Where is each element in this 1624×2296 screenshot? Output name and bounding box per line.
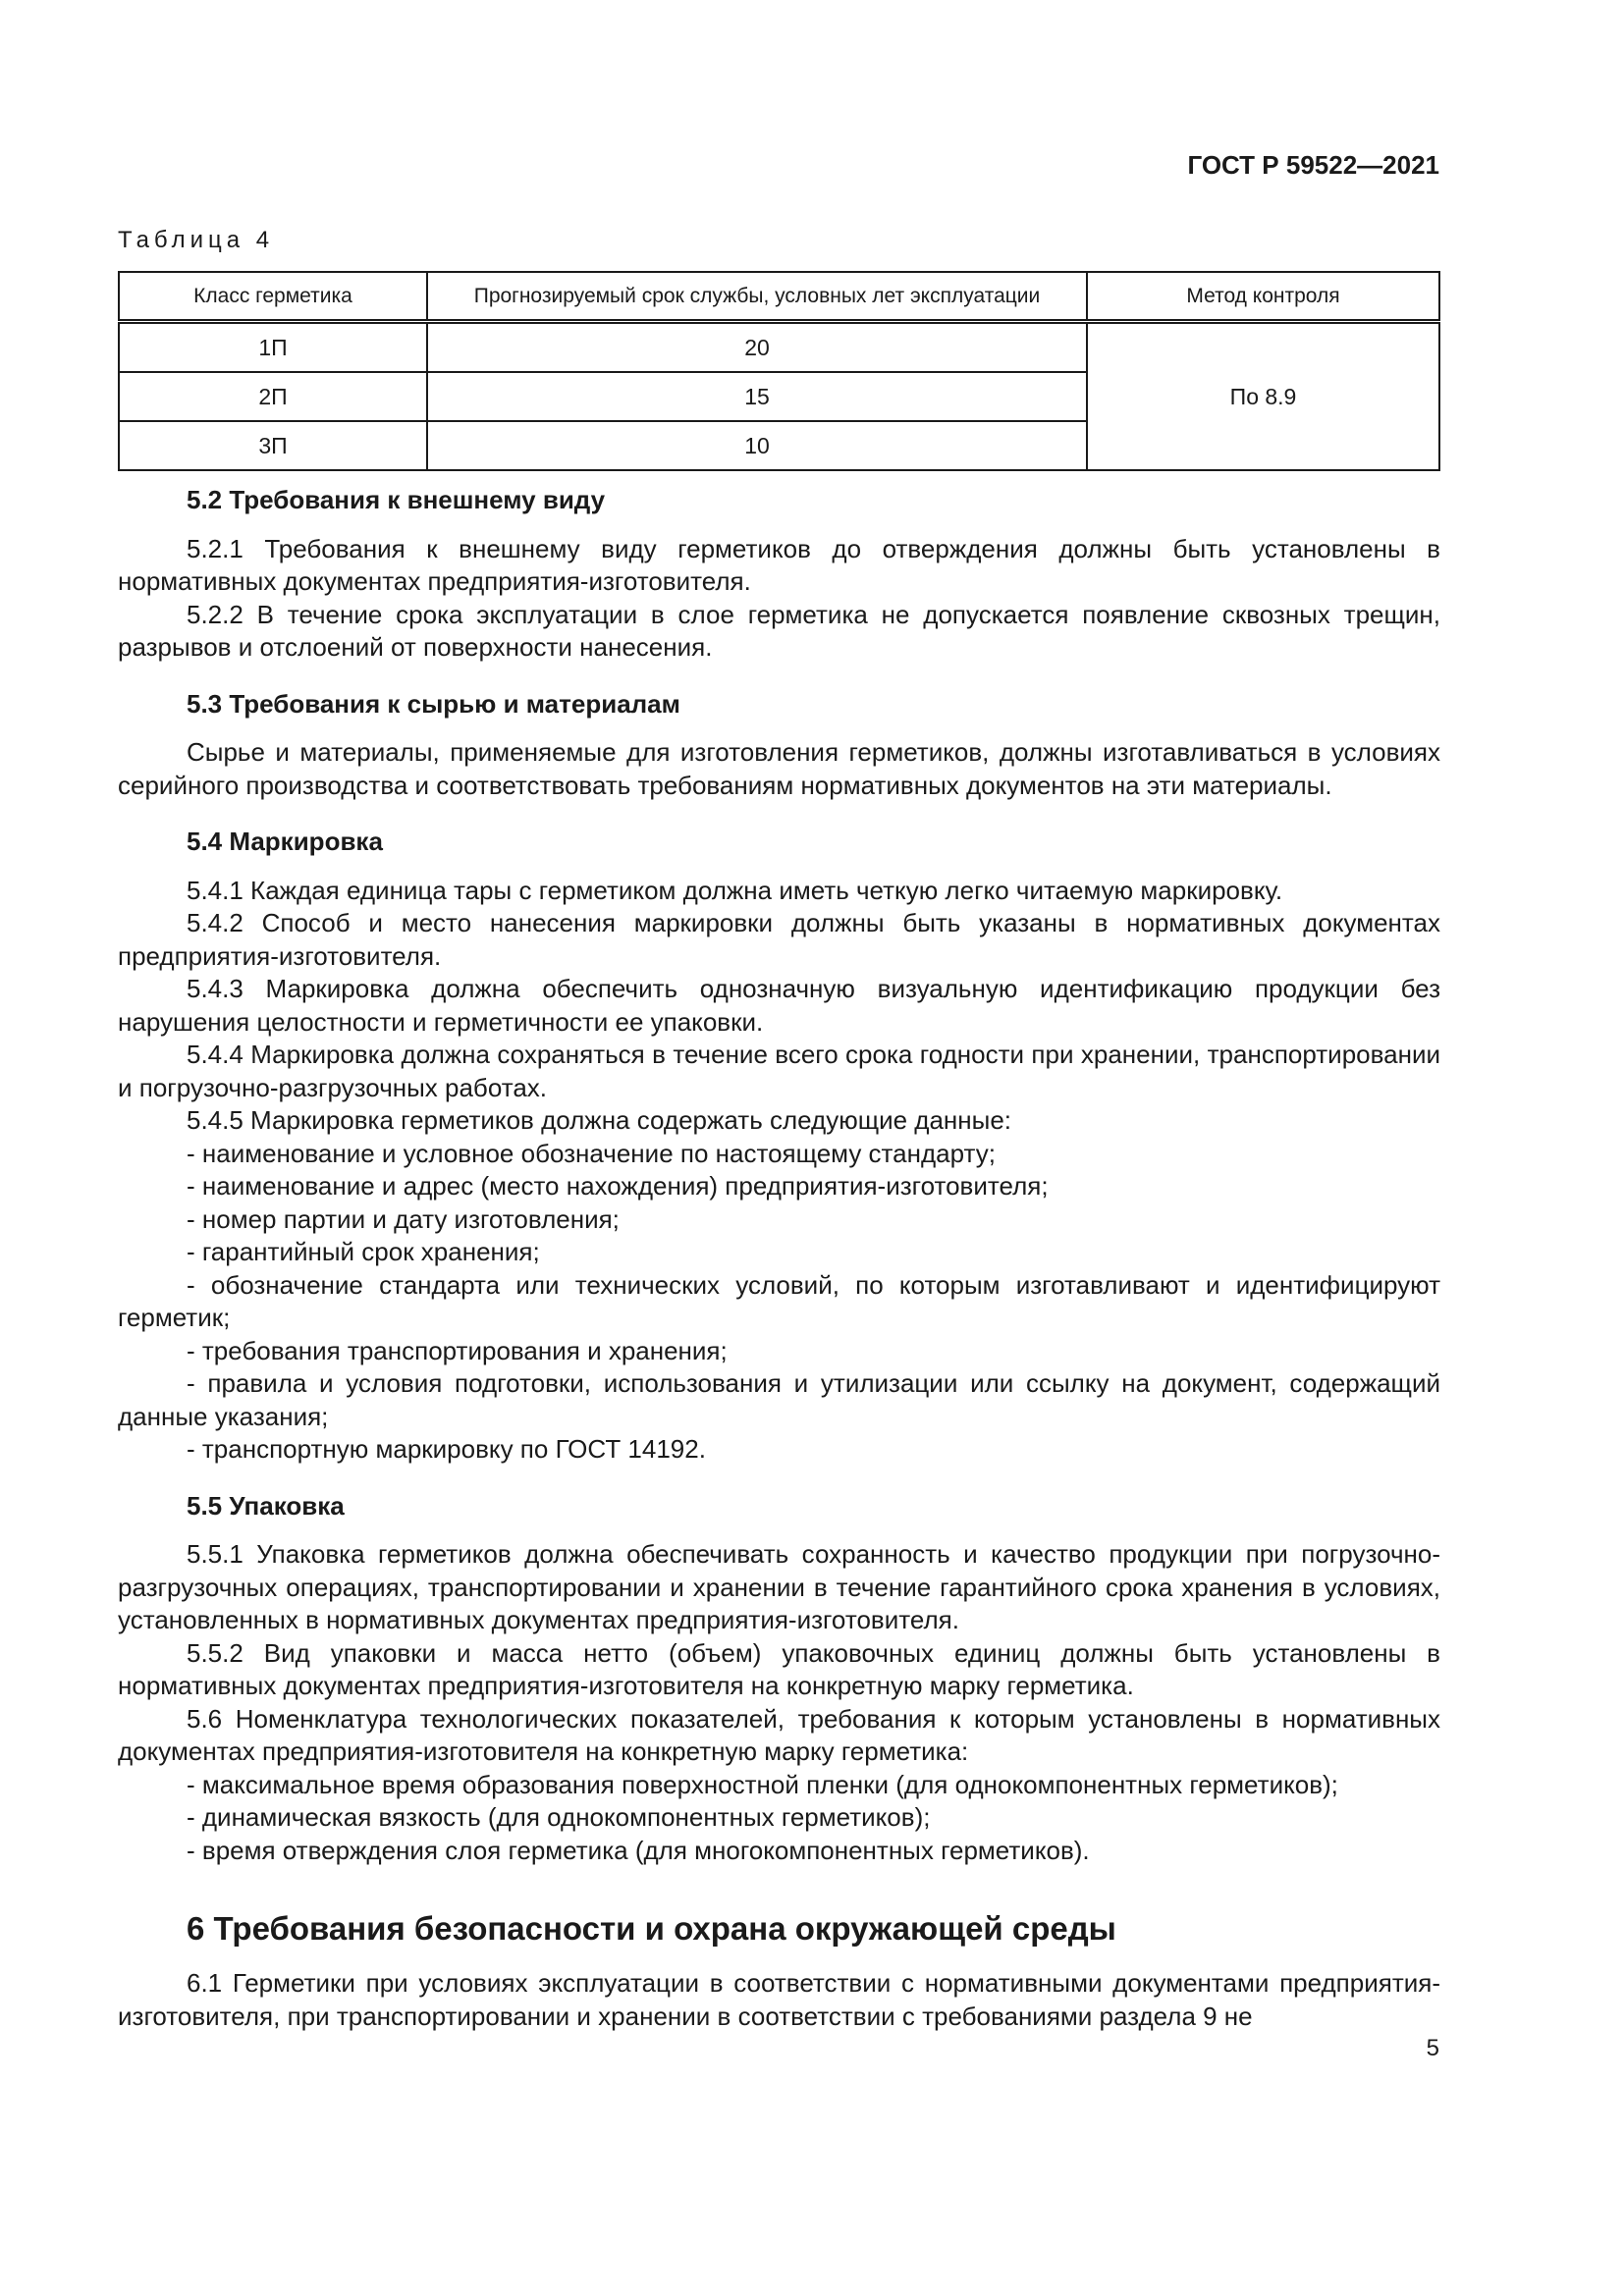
paragraph: - время отверждения слоя герметика (для многокомпонентных герметиков).: [187, 1835, 1090, 1865]
section-heading: 5.4 Маркировка: [187, 827, 383, 856]
section-5-3: [118, 736, 1440, 802]
paragraph: - гарантийный срок хранения;: [187, 1237, 540, 1266]
paragraph: - транспортную маркировку по ГОСТ 14192.: [187, 1434, 706, 1464]
table-cell: 10: [427, 421, 1087, 470]
paragraph: 5.5.1 Упаковка герметиков должна обеспечивать сохранность и качество продукции при погрузочно-разгрузочных операциях, транспортировании и хранении в течение гарантийного срока хранения в условиях, установленных в нормативных документах предприятия-изготовителя.: [118, 1539, 1440, 1634]
table-cell: 1П: [119, 322, 427, 373]
document-body: [118, 484, 1440, 2033]
table-cell: 2П: [119, 372, 427, 421]
paragraph: 5.5.2 Вид упаковки и масса нетто (объем) упаковочных единиц должны быть установлены в нормативных документах предприятия-изготовителя на конкретную марку герметика.: [118, 1637, 1440, 1700]
document-designation: ГОСТ Р 59522—2021: [1187, 150, 1439, 180]
section-5-5: [118, 1538, 1440, 1867]
column-header: Класс герметика: [119, 272, 427, 322]
method-cell: По 8.9: [1087, 322, 1439, 471]
paragraph: 5.4.1 Каждая единица тары с герметиком должна иметь четкую легко читаемую маркировку.: [187, 875, 1283, 905]
column-header: Прогнозируемый срок службы, условных лет эксплуатации: [427, 272, 1087, 322]
paragraph: 5.4.5 Маркировка герметиков должна содержать следующие данные:: [187, 1105, 1012, 1135]
paragraph: 5.2.1 Требования к внешнему виду герметиков до отверждения должны быть установлены в нормативных документах предприятия-изготовителя.: [118, 533, 1440, 596]
page-number: 5: [1426, 2035, 1439, 2061]
paragraph: 5.4.3 Маркировка должна обеспечить однозначную визуальную идентификацию продукции без нарушения целостности и герметичности ее упаковки.: [118, 974, 1440, 1037]
paragraph: 5.6 Номенклатура технологических показателей, требования к которым установлены в нормативных документах предприятия-изготовителя на конкретную марку герметика:: [118, 1703, 1440, 1766]
chapter-heading: 6 Требования безопасности и охрана окружающей среды: [187, 1910, 1116, 1947]
paragraph: - номер партии и дату изготовления;: [187, 1203, 620, 1234]
paragraph: - наименование и условное обозначение по настоящему стандарту;: [187, 1138, 996, 1168]
column-header: Метод контроля: [1087, 272, 1439, 322]
table-header-row: [119, 272, 1439, 322]
service-life-table: [118, 271, 1440, 471]
section-5-4: [118, 875, 1440, 1467]
table-cell: 20: [427, 322, 1087, 373]
paragraph: 5.4.4 Маркировка должна сохраняться в течение всего срока годности при хранении, транспортировании и погрузочно-разгрузочных работах.: [118, 1040, 1440, 1102]
section-6: [118, 1967, 1440, 2033]
paragraph: 6.1 Герметики при условиях эксплуатации в соответствии с нормативными документами предприятия-изготовителя, при транспортировании и хранении в соответствии с требованиями раздела 9 не: [118, 1968, 1440, 2031]
table-cell: 3П: [119, 421, 427, 470]
paragraph: - обозначение стандарта или технических условий, по которым изготавливают и идентифицируют герметик;: [118, 1269, 1440, 1332]
table-cell: 15: [427, 372, 1087, 421]
paragraph: 5.2.2 В течение срока эксплуатации в слое герметика не допускается появление сквозных трещин, разрывов и отслоений от поверхности нанесения.: [118, 599, 1440, 662]
section-5-2: [118, 533, 1440, 665]
paragraph: - правила и условия подготовки, использования и утилизации или ссылку на документ, содержащий данные указания;: [118, 1368, 1440, 1431]
paragraph: - требования транспортирования и хранения;: [187, 1335, 728, 1365]
table-row: [119, 322, 1439, 373]
paragraph: - максимальное время образования поверхностной пленки (для однокомпонентных герметиков);: [187, 1769, 1338, 1799]
paragraph: 5.4.2 Способ и место нанесения маркировки должны быть указаны в нормативных документах предприятия-изготовителя.: [118, 908, 1440, 971]
paragraph: - наименование и адрес (место нахождения) предприятия-изготовителя;: [187, 1171, 1049, 1201]
paragraph: - динамическая вязкость (для однокомпонентных герметиков);: [187, 1802, 931, 1832]
paragraph: Сырье и материалы, применяемые для изготовления герметиков, должны изготавливаться в условиях серийного производства и соответствовать требованиям нормативных документов на эти материалы.: [118, 737, 1440, 800]
section-heading: 5.5 Упаковка: [187, 1490, 345, 1521]
table-caption: Таблица 4: [118, 227, 275, 253]
section-heading: 5.2 Требования к внешнему виду: [187, 485, 606, 514]
section-heading: 5.3 Требования к сырью и материалам: [187, 688, 680, 719]
